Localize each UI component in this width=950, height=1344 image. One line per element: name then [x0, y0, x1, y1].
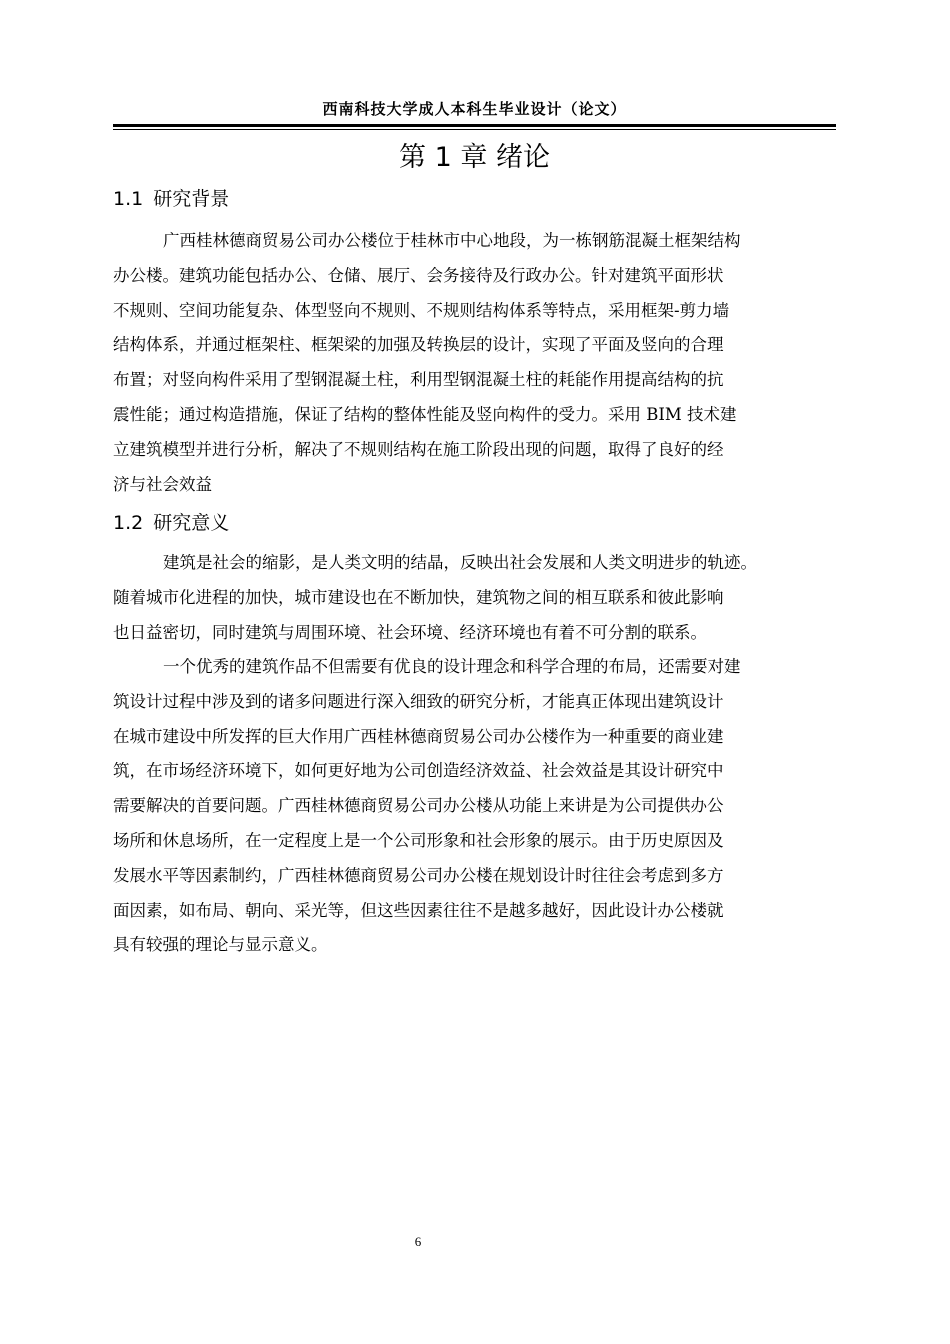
paragraph-line: 面因素，如布局、朝向、采光等，但这些因素往往不是越多越好，因此设计办公楼就 [113, 900, 724, 920]
paragraph-line: 场所和休息场所，在一定程度上是一个公司形象和社会形象的展示。由于历史原因及 [113, 830, 724, 850]
section-heading-1-2 [113, 509, 229, 537]
paragraph-line: 随着城市化进程的加快，城市建设也在不断加快，建筑物之间的相互联系和彼此影响 [113, 587, 724, 607]
paragraph-line: 不规则、空间功能复杂、体型竖向不规则、不规则结构体系等特点，采用框架-剪力墙 [113, 300, 730, 320]
paragraph-line: 需要解决的首要问题。广西桂林德商贸易公司办公楼从功能上来讲是为公司提供办公 [113, 796, 724, 816]
header-rule-thick [113, 124, 836, 127]
paragraph-line: 也日益密切，同时建筑与周围环境、社会环境、经济环境也有着不可分割的联系。 [113, 622, 707, 642]
section-number: 1.1 [113, 188, 144, 210]
paragraph-line: 在城市建设中所发挥的巨大作用广西桂林德商贸易公司办公楼作为一种重要的商业建 [113, 726, 724, 746]
paragraph-line: 震性能；通过构造措施，保证了结构的整体性能及竖向构件的受力。采用 BIM 技术建 [113, 404, 737, 424]
paragraph-line: 建筑是社会的缩影，是人类文明的结晶，反映出社会发展和人类文明进步的轨迹。 [163, 553, 757, 572]
section-heading-1-1 [113, 185, 229, 213]
chapter-title: 第 1 章 绪论 [399, 142, 550, 173]
paragraph-background [113, 224, 838, 502]
paragraph-line: 立建筑模型并进行分析，解决了不规则结构在施工阶段出现的问题，取得了良好的经 [113, 439, 724, 459]
paragraph-line: 济与社会效益 [113, 474, 212, 494]
paragraph-line: 筑，在市场经济环境下，如何更好地为公司创造经济效益、社会效益是其设计研究中 [113, 761, 724, 781]
paragraph-line: 一个优秀的建筑作品不但需要有优良的设计理念和科学合理的布局，还需要对建 [163, 657, 741, 676]
paragraph-line: 办公楼。建筑功能包括办公、仓储、展厅、会务接待及行政办公。针对建筑平面形状 [113, 265, 724, 285]
paragraph-line: 广西桂林德商贸易公司办公楼位于桂林市中心地段，为一栋钢筋混凝土框架结构 [163, 231, 741, 250]
section-title-text: 研究意义 [153, 512, 230, 534]
paragraph-line: 布置；对竖向构件采用了型钢混凝土柱，利用型钢混凝土柱的耗能作用提高结构的抗 [113, 370, 724, 390]
paragraph-significance-2 [113, 650, 838, 963]
running-header: 西南科技大学成人本科生毕业设计（论文） [322, 100, 627, 118]
section-title-text: 研究背景 [153, 188, 230, 210]
paragraph-significance-1 [113, 546, 838, 650]
paragraph-line: 筑设计过程中涉及到的诸多问题进行深入细致的研究分析，才能真正体现出建筑设计 [113, 691, 724, 711]
header-rule-thin [113, 129, 836, 130]
page-number: 6 [414, 1234, 422, 1249]
paragraph-line: 结构体系，并通过框架柱、框架梁的加强及转换层的设计，实现了平面及竖向的合理 [113, 335, 724, 355]
section-number: 1.2 [113, 512, 144, 534]
paragraph-line: 具有较强的理论与显示意义。 [113, 935, 328, 955]
paragraph-line: 发展水平等因素制约，广西桂林德商贸易公司办公楼在规划设计时往往会考虑到多方 [113, 865, 724, 885]
